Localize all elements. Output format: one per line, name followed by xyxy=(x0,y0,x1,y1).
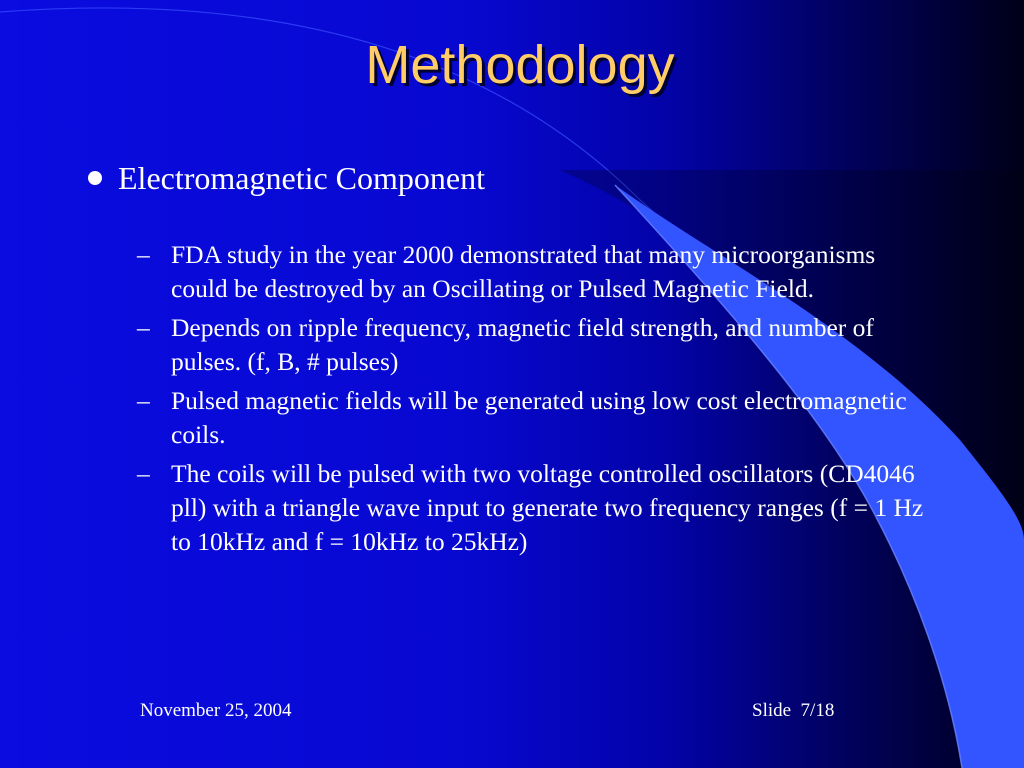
sub-bullet-item xyxy=(134,457,924,559)
bullet-dot-icon xyxy=(88,171,102,185)
main-bullet-text: Electromagnetic Component xyxy=(118,160,485,196)
sub-bullet-text: Pulsed magnetic fields will be generated using low cost electromagnetic coils. xyxy=(171,386,907,449)
sub-bullet-list xyxy=(134,238,924,564)
dash-icon: – xyxy=(137,459,150,488)
footer-date: November 25, 2004 xyxy=(140,700,292,721)
sub-bullet-item xyxy=(134,311,924,379)
slide-title: Methodology xyxy=(365,35,675,95)
sub-bullet-text: Depends on ripple frequency, magnetic field strength, and number of pulses. (f, B, # pulses) xyxy=(171,313,874,376)
sub-bullet-text: The coils will be pulsed with two voltage controlled oscillators (CD4046 pll) with a triangle wave input to generate two frequency ranges (f = 1 Hz to 10kHz and f = 10kHz to 25kHz) xyxy=(171,459,924,556)
main-bullet xyxy=(88,160,485,197)
dash-icon: – xyxy=(137,313,150,342)
slide-number: Slide 7/18 xyxy=(752,700,835,721)
dash-icon: – xyxy=(137,386,150,415)
sub-bullet-item xyxy=(134,384,924,452)
sub-bullet-item xyxy=(134,238,924,306)
dash-icon: – xyxy=(137,240,150,269)
sub-bullet-text: FDA study in the year 2000 demonstrated that many microorganisms could be destroyed by an Oscillating or Pulsed Magnetic Field. xyxy=(171,240,876,303)
